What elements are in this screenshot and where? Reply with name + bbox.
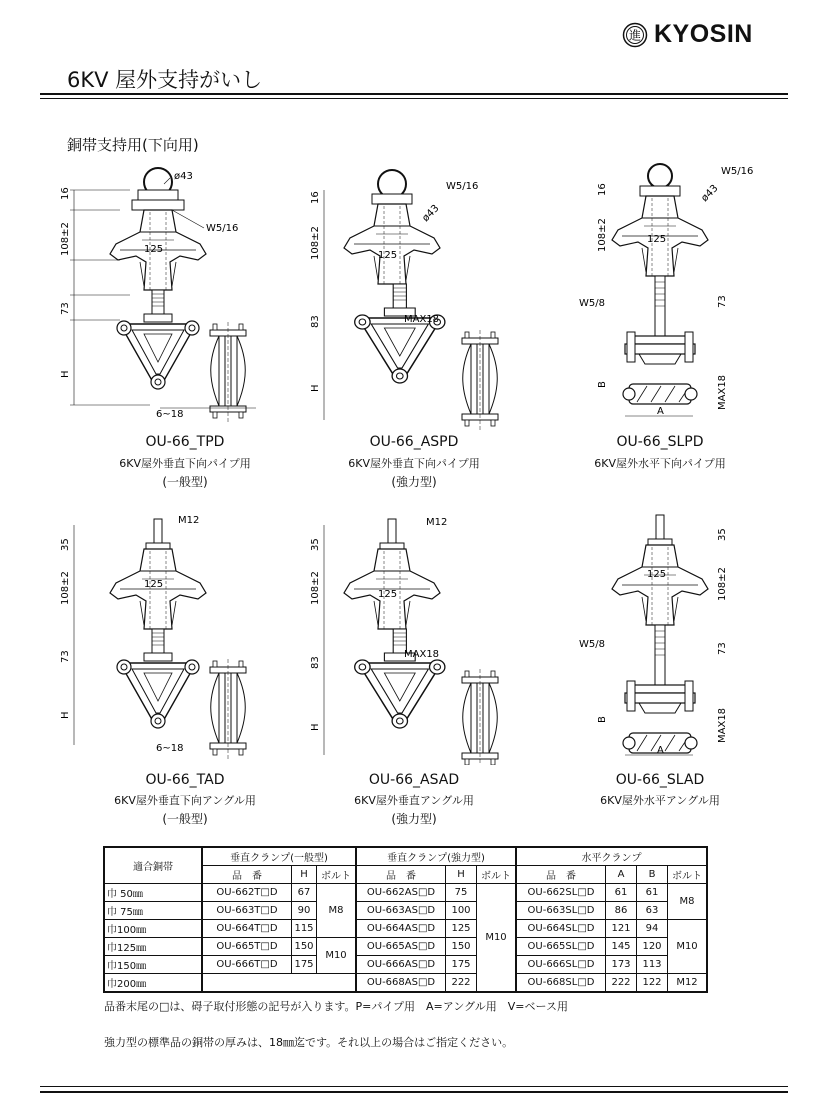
page-title: 6KV 屋外支持がいし — [67, 68, 263, 92]
title-rule-thin — [40, 98, 788, 99]
header-part: 品 番 — [356, 866, 446, 884]
dim-35: 35 — [310, 538, 321, 551]
product-desc: 6KV屋外垂直下向パイプ用 — [348, 457, 480, 470]
brand-name: KYOSIN — [654, 20, 753, 48]
cell-h: 150 — [292, 938, 317, 956]
cell-bolt: M8 — [317, 884, 357, 938]
dim-16: 16 — [60, 187, 71, 200]
product-desc: 6KV屋外垂直下向パイプ用 — [119, 457, 251, 470]
dim-73: 73 — [60, 302, 71, 315]
product-type: (強力型) — [391, 812, 437, 826]
dim-35: 35 — [60, 538, 71, 551]
dim-125: 125 — [647, 569, 667, 580]
drawing-ou-66-slpd — [565, 160, 815, 450]
dim-h: H — [60, 711, 71, 719]
dim-a: A — [657, 406, 664, 417]
table-row — [104, 920, 707, 938]
dim-b: B — [597, 716, 608, 723]
drawing-ou-66-slad — [565, 505, 815, 765]
cell-b: 63 — [637, 902, 668, 920]
cell-fit: 巾125㎜ — [104, 938, 202, 956]
header-general: 垂直クランプ(一般型) — [202, 847, 356, 866]
cell-part: OU-664AS□D — [356, 920, 446, 938]
cell-h: 67 — [292, 884, 317, 902]
cell-fit: 巾 50㎜ — [104, 884, 202, 902]
cell-part: OU-663SL□D — [516, 902, 606, 920]
note-part-suffix: 品番末尾の□は、碍子取付形態の記号が入ります。P=パイプ用 A=アングル用 V=ベース用 — [104, 1000, 568, 1013]
product-desc: 6KV屋外垂直下向アングル用 — [114, 794, 256, 807]
cell-a: 61 — [606, 884, 637, 902]
cell-fit: 巾 75㎜ — [104, 902, 202, 920]
cell-part: OU-668SL□D — [516, 974, 606, 993]
footer-rule-thin — [40, 1086, 788, 1087]
header-h: H — [446, 866, 477, 884]
cell-b: 94 — [637, 920, 668, 938]
dim-max18: MAX18 — [717, 707, 728, 743]
product-type: (強力型) — [391, 475, 437, 489]
cell-fit: 巾150㎜ — [104, 956, 202, 974]
cell-part: OU-663AS□D — [356, 902, 446, 920]
dim-83: 83 — [310, 315, 321, 328]
drawing-ou-66-tad — [60, 505, 310, 765]
cell-part: OU-666SL□D — [516, 956, 606, 974]
dim-max18: MAX18 — [717, 374, 728, 410]
cell-h: 222 — [446, 974, 477, 993]
table-row — [104, 956, 707, 974]
dim-125: 125 — [378, 589, 398, 600]
section-title: 銅帯支持用(下向用) — [67, 136, 199, 154]
dim-w516: W5/16 — [721, 166, 754, 177]
figure-ou-66-slad — [565, 505, 815, 795]
product-code: OU-66_ASAD — [368, 772, 460, 788]
product-type: (一般型) — [162, 475, 208, 489]
header-horizontal: 水平クランプ — [516, 847, 707, 866]
dim-125: 125 — [378, 250, 398, 261]
dim-m12: M12 — [426, 517, 448, 528]
cell-part: OU-665SL□D — [516, 938, 606, 956]
cell-empty — [202, 974, 356, 993]
dim-w58: W5/8 — [579, 298, 605, 309]
cell-h: 100 — [446, 902, 477, 920]
product-desc: 6KV屋外水平下向パイプ用 — [594, 457, 726, 470]
dim-h: H — [310, 384, 321, 392]
header-bolt: ボルト — [477, 866, 517, 884]
dim-108: 108±2 — [310, 226, 321, 260]
dim-6-18: 6~18 — [156, 409, 184, 420]
dim-h: H — [310, 723, 321, 731]
cell-part: OU-668AS□D — [356, 974, 446, 993]
dim-125: 125 — [647, 234, 667, 245]
dim-h: H — [60, 370, 71, 378]
header-h: H — [292, 866, 317, 884]
header-bolt: ボルト — [317, 866, 357, 884]
cell-part: OU-662AS□D — [356, 884, 446, 902]
product-code: OU-66_SLAD — [615, 772, 705, 788]
figure-ou-66-aspd — [310, 160, 560, 450]
figure-ou-66-asad — [310, 505, 560, 795]
title-rule-thick — [40, 93, 788, 95]
brand-logo — [622, 20, 753, 49]
dim-a: A — [657, 745, 664, 756]
drawing-ou-66-asad — [310, 505, 560, 765]
drawing-ou-66-tpd — [60, 160, 310, 450]
product-code: OU-66_SLPD — [616, 434, 704, 450]
dim-d43: ø43 — [174, 171, 193, 182]
spec-table — [103, 846, 708, 993]
header-a: A — [606, 866, 637, 884]
cell-h: 75 — [446, 884, 477, 902]
dim-max18: MAX18 — [404, 314, 440, 325]
dim-35: 35 — [717, 528, 728, 541]
cell-b: 122 — [637, 974, 668, 993]
product-code: OU-66_TAD — [145, 772, 225, 788]
figure-ou-66-slpd — [565, 160, 815, 450]
figure-ou-66-tad — [60, 505, 310, 795]
note-thickness: 強力型の標準品の銅帯の厚みは、18㎜迄です。それ以上の場合はご指定ください。 — [104, 1036, 514, 1049]
cell-a: 173 — [606, 956, 637, 974]
dim-6-18: 6~18 — [156, 743, 184, 754]
dim-16: 16 — [597, 183, 608, 196]
dim-d43: ø43 — [699, 183, 721, 205]
dim-83: 83 — [310, 656, 321, 669]
dim-108: 108±2 — [60, 571, 71, 605]
dim-w516: W5/16 — [446, 181, 479, 192]
table-row — [104, 974, 707, 993]
cell-h: 125 — [446, 920, 477, 938]
dim-73: 73 — [717, 642, 728, 655]
cell-bolt: M10 — [477, 884, 517, 993]
dim-16: 16 — [310, 191, 321, 204]
dim-b: B — [597, 381, 608, 388]
dim-125: 125 — [144, 244, 164, 255]
dim-d43: ø43 — [420, 203, 442, 225]
dim-125: 125 — [144, 579, 164, 590]
cell-bolt: M10 — [317, 938, 357, 974]
cell-a: 222 — [606, 974, 637, 993]
cell-part: OU-664T□D — [202, 920, 292, 938]
cell-b: 120 — [637, 938, 668, 956]
cell-fit: 巾200㎜ — [104, 974, 202, 993]
dim-73: 73 — [717, 295, 728, 308]
header-b: B — [637, 866, 668, 884]
brand-mark-icon — [622, 22, 648, 48]
dim-w516: W5/16 — [206, 223, 239, 234]
cell-bolt: M8 — [668, 884, 708, 920]
cell-part: OU-666AS□D — [356, 956, 446, 974]
dim-max18: MAX18 — [404, 649, 440, 660]
dim-w58: W5/8 — [579, 639, 605, 650]
cell-fit: 巾100㎜ — [104, 920, 202, 938]
figure-ou-66-tpd — [60, 160, 310, 450]
product-desc: 6KV屋外水平アングル用 — [600, 794, 720, 807]
table-row — [104, 902, 707, 920]
product-code: OU-66_TPD — [145, 434, 225, 450]
table-row — [104, 938, 707, 956]
cell-h: 175 — [446, 956, 477, 974]
cell-b: 61 — [637, 884, 668, 902]
dim-m12: M12 — [178, 515, 200, 526]
cell-bolt: M10 — [668, 920, 708, 974]
table-row — [104, 884, 707, 902]
dim-108: 108±2 — [310, 571, 321, 605]
cell-part: OU-666T□D — [202, 956, 292, 974]
product-code: OU-66_ASPD — [369, 434, 459, 450]
cell-b: 113 — [637, 956, 668, 974]
cell-h: 90 — [292, 902, 317, 920]
product-type: (一般型) — [162, 812, 208, 826]
dim-73: 73 — [60, 650, 71, 663]
cell-part: OU-665AS□D — [356, 938, 446, 956]
header-part: 品 番 — [202, 866, 292, 884]
dim-108: 108±2 — [597, 218, 608, 252]
dim-108: 108±2 — [60, 222, 71, 256]
cell-h: 150 — [446, 938, 477, 956]
cell-a: 121 — [606, 920, 637, 938]
header-bolt: ボルト — [668, 866, 708, 884]
footer-rule-thick — [40, 1091, 788, 1093]
cell-part: OU-662SL□D — [516, 884, 606, 902]
product-desc: 6KV屋外垂直アングル用 — [354, 794, 474, 807]
cell-h: 115 — [292, 920, 317, 938]
brand-mark-char: 進 — [628, 28, 642, 42]
header-fit: 適合銅帯 — [104, 847, 202, 884]
cell-a: 86 — [606, 902, 637, 920]
header-strong: 垂直クランプ(強力型) — [356, 847, 516, 866]
cell-part: OU-663T□D — [202, 902, 292, 920]
cell-h: 175 — [292, 956, 317, 974]
header-part: 品 番 — [516, 866, 606, 884]
drawing-ou-66-aspd — [310, 160, 560, 450]
dim-108: 108±2 — [717, 567, 728, 601]
cell-part: OU-665T□D — [202, 938, 292, 956]
cell-part: OU-662T□D — [202, 884, 292, 902]
cell-bolt: M12 — [668, 974, 708, 993]
cell-a: 145 — [606, 938, 637, 956]
cell-part: OU-664SL□D — [516, 920, 606, 938]
